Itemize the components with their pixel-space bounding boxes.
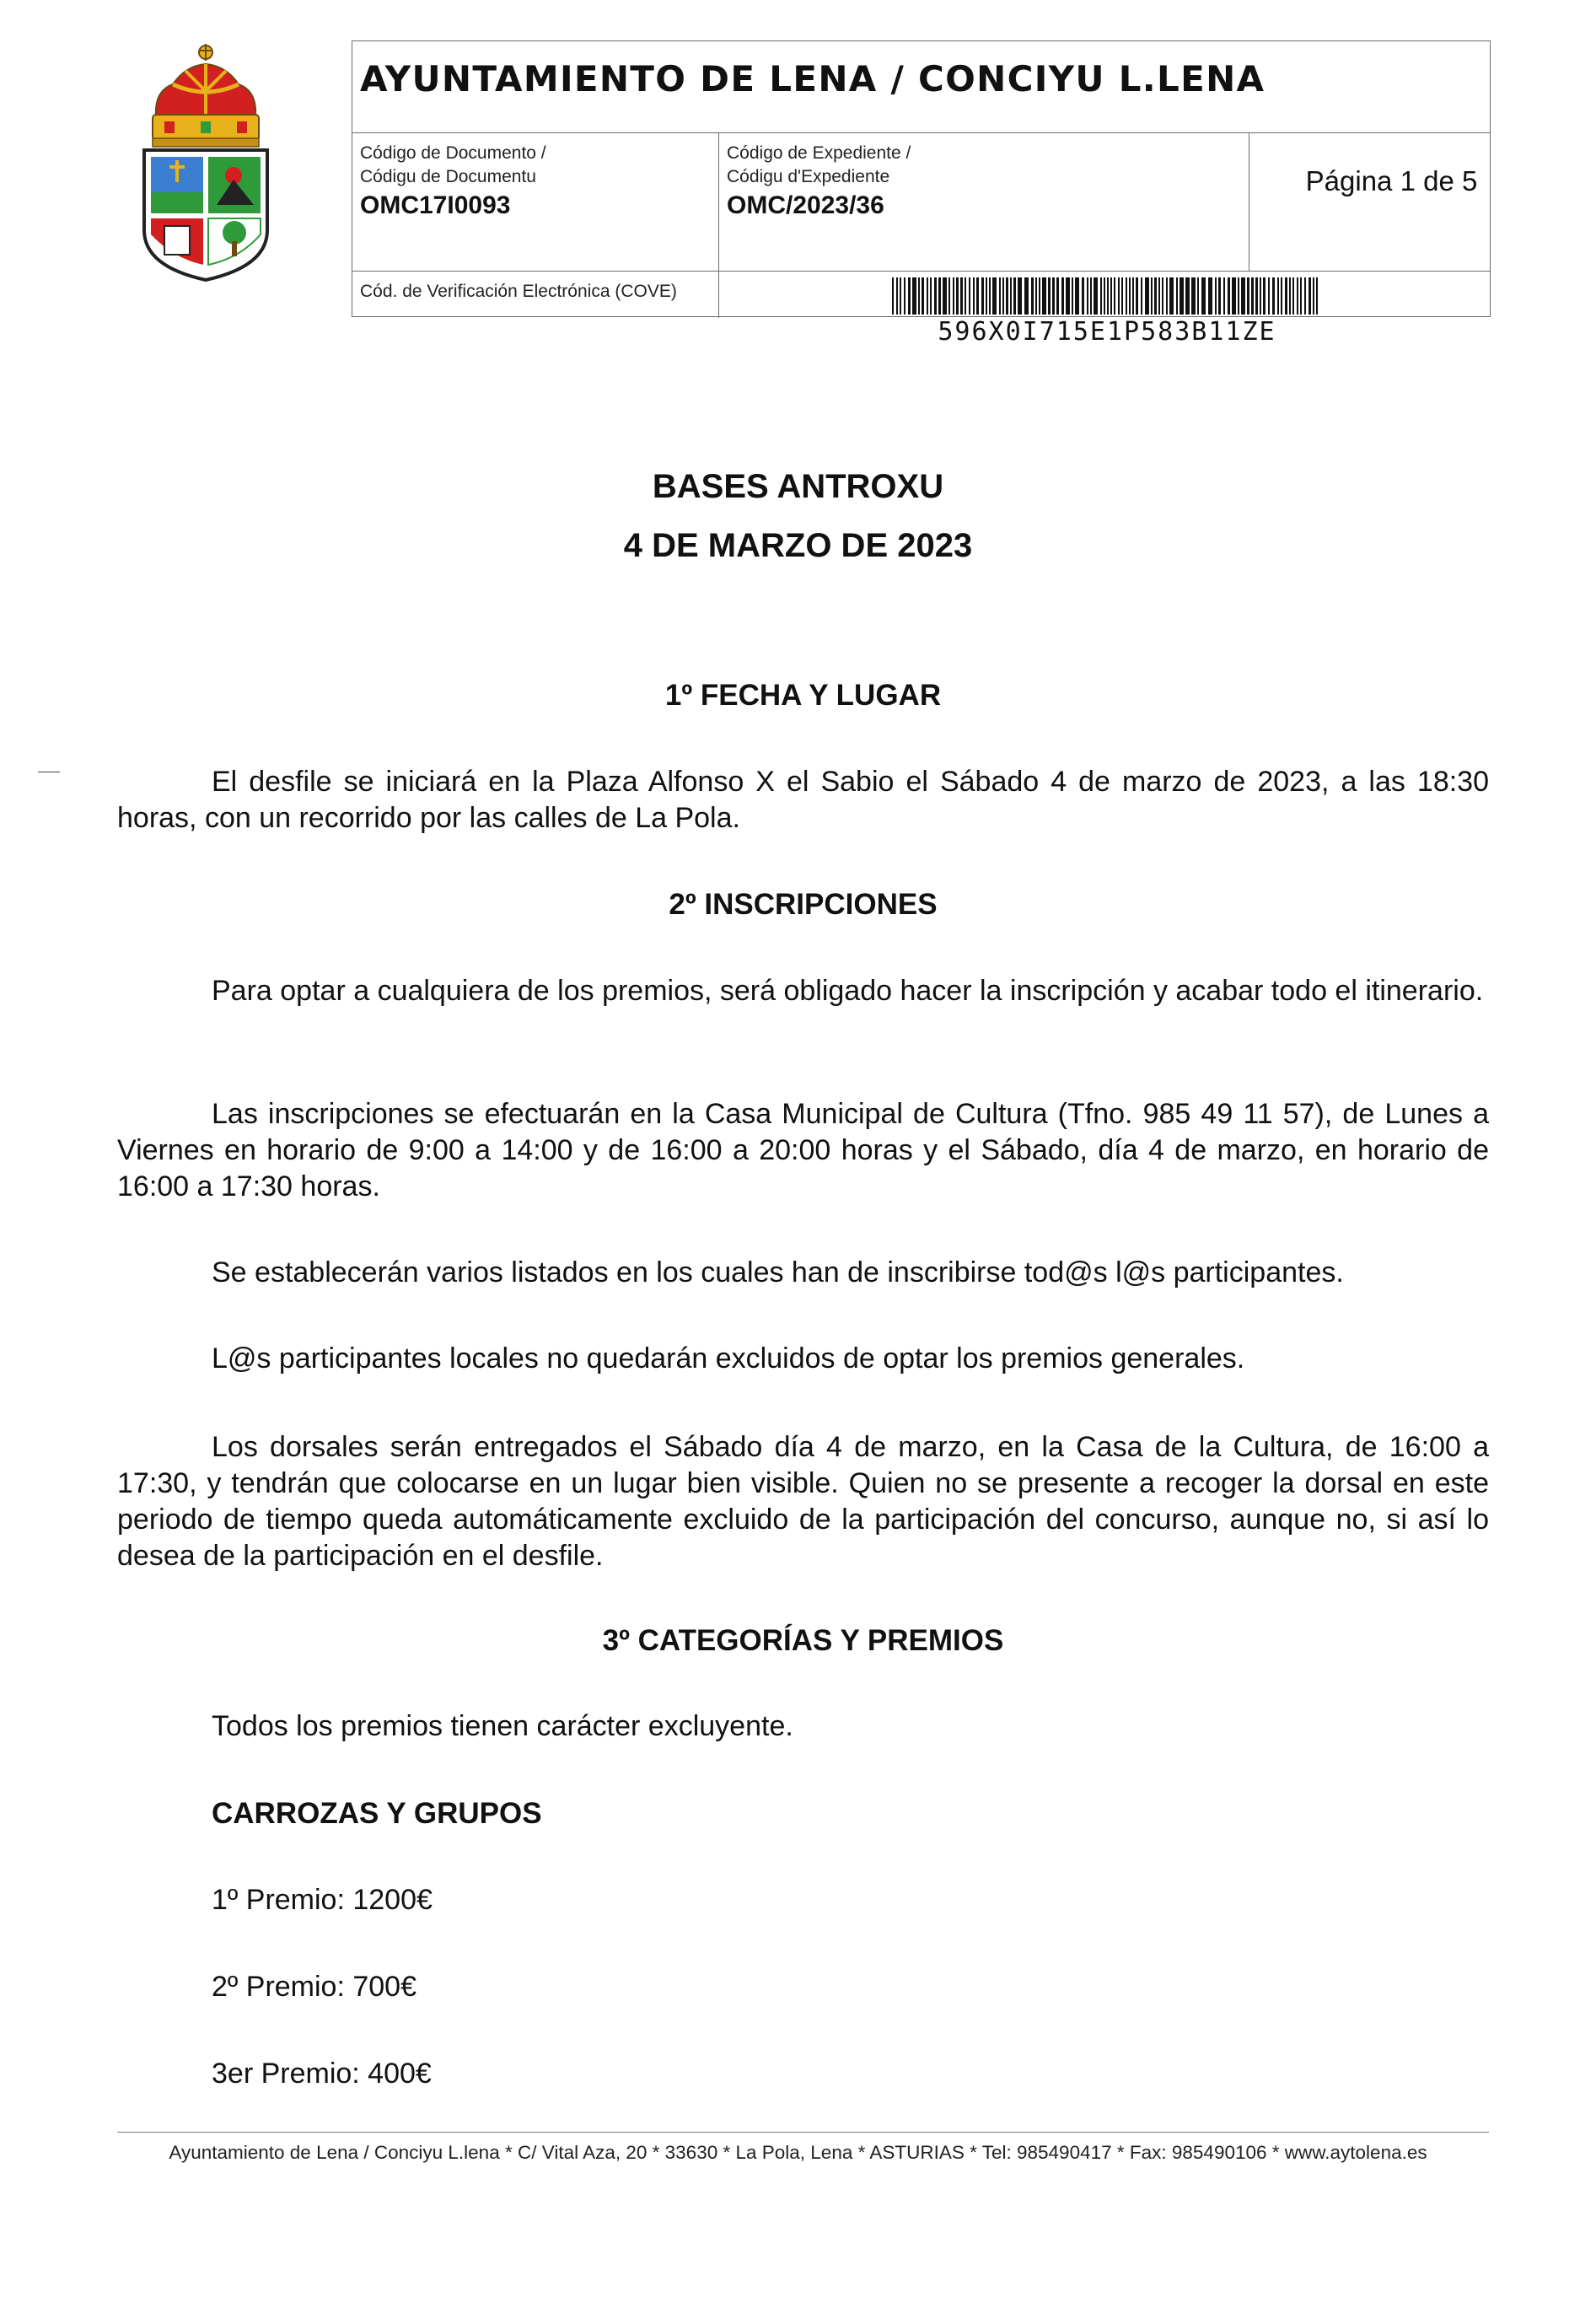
document-date: 4 DE MARZO DE 2023: [623, 527, 973, 564]
file-code-cell: [727, 142, 911, 220]
file-code-label: Código de Expediente /: [727, 143, 911, 163]
document-code-label: Código de Documento /: [360, 143, 546, 163]
file-code: OMC/2023/36: [727, 191, 884, 219]
organization-title: AYUNTAMIENTO DE LENA / CONCIYU L.LENA: [360, 58, 1266, 100]
section-heading-fecha-lugar: 1º FECHA Y LUGAR: [664, 679, 942, 712]
paragraph-inscripciones-4: L@s participantes locales no quedarán excluidos de optar los premios generales.: [212, 1342, 1245, 1375]
prize-third: 3er Premio: 400€: [212, 2058, 432, 2090]
header-codes-row: [352, 133, 1490, 272]
footer-divider: [117, 2132, 1489, 2133]
file-code-label-alt: Códigu d'Expediente: [727, 167, 890, 186]
verification-code-label: Cód. de Verificación Electrónica (COVE): [360, 282, 677, 301]
document-title: BASES ANTROXU: [652, 468, 944, 505]
document-header-table: [352, 40, 1491, 347]
section-heading-inscripciones: 2º INSCRIPCIONES: [669, 888, 938, 921]
header-title-row: [352, 41, 1490, 133]
paragraph-fecha-lugar: El desfile se iniciará en la Plaza Alfonso X el Sabio el Sábado 4 de marzo de 2023, a las 18:30 horas, con un recorrido por las calles de La Pola.: [117, 766, 1489, 834]
header-verification-row: [352, 272, 1490, 347]
footer-contact: Ayuntamiento de Lena / Conciyu L.lena * C/ Vital Aza, 20 * 33630 * La Pola, Lena * ASTURIAS * Tel: 985490417 * Fax: 985490106 * www.aytolena.es: [169, 2142, 1427, 2163]
municipal-coat-of-arms: [139, 40, 272, 283]
subheading-carrozas-grupos: CARROZAS Y GRUPOS: [212, 1797, 542, 1830]
paragraph-inscripciones-5: Los dorsales serán entregados el Sábado día 4 de marzo, en la Casa de la Cultura, de 16:00 a 17:30, y tendrán que colocarse en un lugar bien visible. Quien no se presente a recoger la dorsal en este periodo de tiempo queda automáticamente excluido de la participación del concurso, aunque no, si así lo desea de la participación en el desfile.: [117, 1431, 1489, 1572]
document-code: OMC17I0093: [360, 191, 511, 219]
paragraph-inscripciones-3: Se establecerán varios listados en los cuales han de inscribirse tod@s l@s participantes.: [212, 1256, 1344, 1288]
prize-second: 2º Premio: 700€: [212, 1971, 416, 2003]
paragraph-categorias: Todos los premios tienen carácter excluyente.: [212, 1710, 793, 1742]
document-code-label-alt: Códigu de Documentu: [360, 167, 536, 186]
paragraph-inscripciones-1: Para optar a cualquiera de los premios, será obligado hacer la inscripción y acabar todo el itinerario.: [212, 975, 1484, 1007]
verification-code: 596X0I715E1P583B11ZE: [938, 317, 1276, 347]
page-number: Página 1 de 5: [1305, 165, 1478, 196]
paragraph-inscripciones-2: Las inscripciones se efectuarán en la Casa Municipal de Cultura (Tfno. 985 49 11 57), de Lunes a Viernes en horario de 9:00 a 14:00 y de 16:00 a 20:00 horas y el Sábado, día 4 de marzo, en horario de 16:00 a 17:30 horas.: [117, 1098, 1489, 1202]
section-heading-categorias-premios: 3º CATEGORÍAS Y PREMIOS: [602, 1624, 1004, 1657]
prize-first: 1º Premio: 1200€: [212, 1884, 433, 1916]
barcode-icon: [892, 277, 1322, 315]
document-code-cell: [360, 142, 546, 220]
